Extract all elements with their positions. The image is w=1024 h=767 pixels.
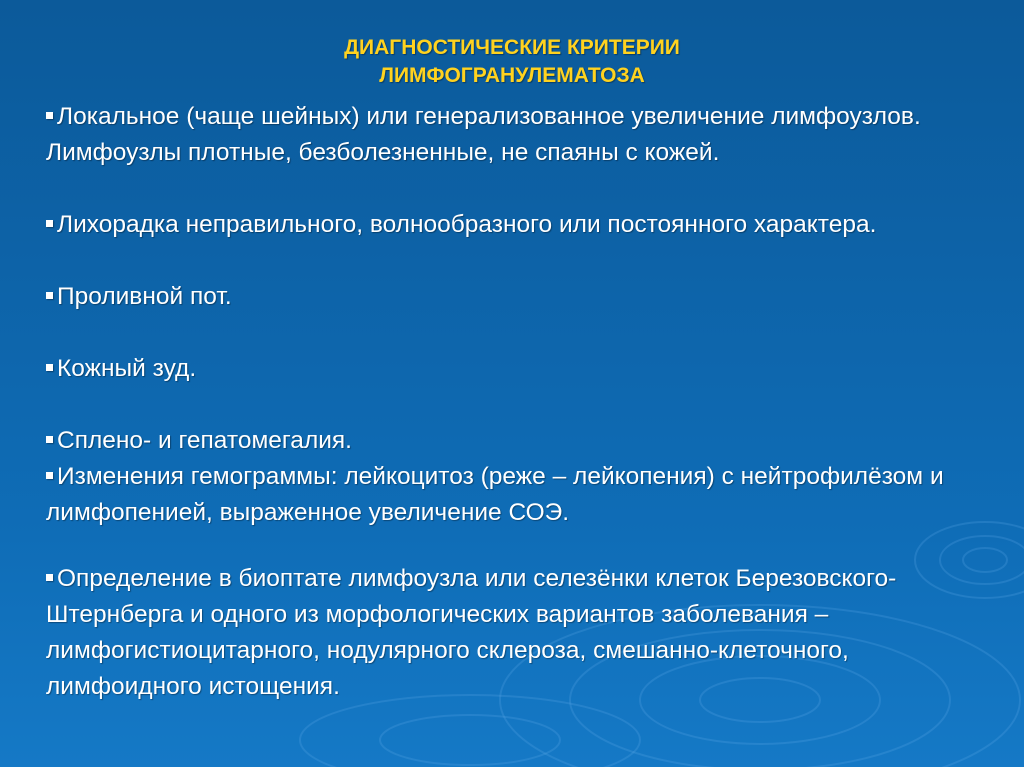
criteria-list [46, 99, 946, 705]
list-item [46, 423, 946, 459]
item-text: Лихорадка неправильного, волнообразного или постоянного характера. [57, 211, 877, 238]
item-text: Кожный зуд. [57, 355, 197, 382]
bullet-square-icon [46, 292, 53, 299]
item-text: Изменения гемограммы: лейкоцитоз (реже – лейкопения) с нейтрофилёзом и лимфопенией, выраженное увеличение СОЭ. [46, 463, 944, 526]
item-text: Локальное (чаще шейных) или генерализованное увеличение лимфоузлов. Лимфоузлы плотные, безболезненные, не спаяны с кожей. [46, 103, 921, 166]
list-item [46, 207, 946, 243]
title-line-1: ДИАГНОСТИЧЕСКИЕ КРИТЕРИИ [344, 36, 680, 59]
bullet-square-icon [46, 112, 53, 119]
item-text: Определение в биоптате лимфоузла или селезёнки клеток Березовского-Штернберга и одного из морфологических вариантов заболевания – лимфогистиоцитарного, нодулярного склероза, смешанно-клеточного, лимфоидного истощения. [46, 565, 897, 700]
title-line-2: ЛИМФОГРАНУЛЕМАТОЗА [379, 64, 645, 87]
slide-title [0, 34, 1024, 90]
list-item [46, 561, 946, 705]
item-text: Проливной пот. [57, 283, 232, 310]
list-item [46, 459, 946, 531]
bullet-square-icon [46, 364, 53, 371]
bullet-square-icon [46, 436, 53, 443]
list-item [46, 351, 946, 387]
list-item [46, 279, 946, 315]
list-item [46, 99, 946, 171]
bullet-square-icon [46, 574, 53, 581]
item-text: Сплено- и гепатомегалия. [57, 427, 352, 454]
bullet-square-icon [46, 220, 53, 227]
bullet-square-icon [46, 472, 53, 479]
